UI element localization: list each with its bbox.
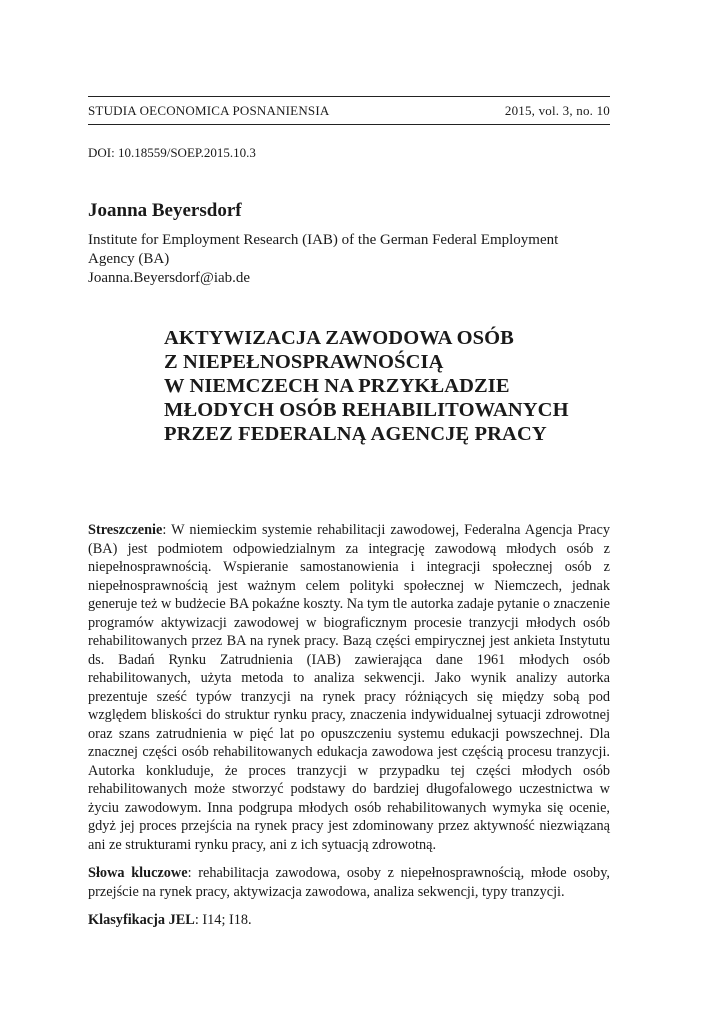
abstract-paragraph xyxy=(88,521,610,854)
affiliation-line: Agency (BA) xyxy=(88,251,170,267)
author-name: Joanna Beyersdorf xyxy=(88,200,242,221)
jel-text: : I14; I18. xyxy=(194,912,252,928)
jel-label: Klasyfikacja JEL xyxy=(88,912,195,928)
jel-paragraph xyxy=(88,911,610,930)
title-line: W NIEMCZECH NA PRZYKŁADZIE xyxy=(164,375,510,397)
author-email[interactable]: Joanna.Beyersdorf@iab.de xyxy=(88,270,251,286)
issue-info: 2015, vol. 3, no. 10 xyxy=(504,103,610,118)
journal-name: STUDIA OECONOMICA POSNANIENSIA xyxy=(88,103,330,118)
abstract-section xyxy=(88,521,610,940)
article-title xyxy=(164,326,604,446)
abstract-text: : W niemieckim systemie rehabilitacji zawodowej, Federalna Agencja Pracy (BA) jest podmiotem odpowiedzialnym za integrację zawodową młodych osób z niepełnosprawnością. Wspieranie samostanowienia i integracji społecznej osób z niepełnosprawnością jest ważnym celem polityki społecznej w Niemczech, jednak generuje też w budżecie BA pokaźne koszty. Na tym tle autorka zadaje pytanie o znaczenie programów aktywizacji zawodowej w biograficznym procesie tranzycji młodych osób rehabilitowanych przez BA na rynek pracy. Bazą części empirycznej jest ankieta Instytutu ds. Badań Rynku Zatrudnienia (IAB) zawierająca dane 1961 młodych osób rehabilitowanych, użyta metoda to analiza sekwencji. Jako wynik analizy autorka prezentuje sześć typów tranzycji na rynek pracy różniących się między sobą pod względem bliskości do struktur rynku pracy, znaczenia indywidualnej sytuacji zdrowotnej oraz szans zatrudnienia w pięć lat po opuszczeniu systemu edukacji powszechnej. Dla znacznej części osób rehabilitowanych edukacja zawodowa jest częścią procesu tranzycji. Autorka konkluduje, że proces tranzycji w przypadku tej części młodych osób rehabilitowanych może stworzyć podstawy do bardziej długofalowego uczestnictwa w życiu zawodowym. Inna podgrupa młodych osób rehabilitowanych wymyka się ocenie, gdyż jej proces przejścia na rynek pracy jest zdominowany przez aktywność niezwiązaną ani ze strukturami rynku pracy, ani z ich sytuacją zdrowotną. xyxy=(88,522,610,853)
title-line: Z NIEPEŁNOSPRAWNOŚCIĄ xyxy=(164,351,444,373)
affiliation-line: Institute for Employment Research (IAB) of the German Federal Employment xyxy=(88,232,559,248)
keywords-text: : rehabilitacja zawodowa, osoby z niepełnosprawnością, młode osoby, przejście na rynek pracy, aktywizacja zawodowa, analiza sekwencji, typy tranzycji. xyxy=(88,865,610,900)
header-rule xyxy=(88,124,610,125)
keywords-paragraph xyxy=(88,864,610,901)
abstract-label: Streszczenie xyxy=(88,522,163,538)
doi: DOI: 10.18559/SOEP.2015.10.3 xyxy=(88,145,256,160)
running-header xyxy=(88,96,610,119)
keywords-label: Słowa kluczowe xyxy=(88,865,188,881)
title-line: AKTYWIZACJA ZAWODOWA OSÓB xyxy=(164,327,514,349)
author-affiliation xyxy=(88,231,608,288)
title-line: MŁODYCH OSÓB REHABILITOWANYCH xyxy=(164,399,569,421)
title-line: PRZEZ FEDERALNĄ AGENCJĘ PRACY xyxy=(164,423,547,445)
